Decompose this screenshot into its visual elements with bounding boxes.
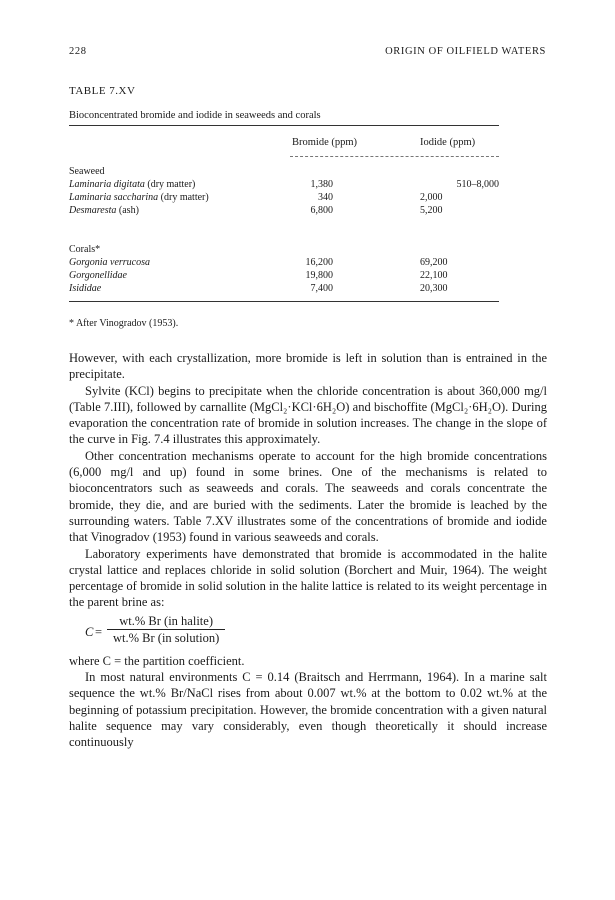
- species-note: (dry matter): [147, 179, 196, 190]
- equation-equals: =: [95, 624, 103, 639]
- table-row: [0, 192, 615, 205]
- column-header-bromide: Bromide (ppm): [292, 137, 358, 148]
- species-cell: [69, 283, 101, 294]
- group-label-seaweed: Seaweed: [69, 166, 105, 177]
- table-title: Bioconcentrated bromide and iodide in seaweeds and corals: [69, 110, 321, 121]
- table-row: [0, 257, 615, 270]
- table-bottom-rule: [69, 301, 499, 302]
- page-number: 228: [69, 46, 87, 57]
- iodide-cell: 510–8,000: [456, 179, 499, 190]
- species-cell: [69, 270, 127, 281]
- paragraph: Other concentration mechanisms operate to account for the high bromide concentrations (6,000 mg/l and up) found in some brines. One of the mechanisms is related to bioconcentrators such as seaweeds and corals. The seaweeds and corals concentrate the bromide, they die, and are buried with the sediments. Later the bromide is leached by the surrounding waters. Table 7.XV illustrates some of the concentrations of bromide and iodide that Vinogradov (1953) found in various seaweeds and corals.: [69, 448, 547, 545]
- equation-denominator: wt.% Br (in solution): [113, 630, 220, 645]
- bromide-cell: 16,200: [305, 257, 333, 268]
- bromide-cell: 7,400: [310, 283, 333, 294]
- species-name: Desmaresta: [69, 205, 117, 216]
- table-row: [0, 179, 615, 192]
- paragraph: where C = the partition coefficient.: [69, 653, 245, 668]
- iodide-cell: 20,300: [420, 283, 448, 294]
- bromide-cell: 1,380: [310, 179, 333, 190]
- partition-equation: [69, 613, 547, 651]
- species-name: Laminaria saccharina: [69, 192, 159, 203]
- species-cell: [69, 257, 150, 268]
- iodide-cell: 69,200: [420, 257, 448, 268]
- species-name: Isididae: [69, 283, 102, 294]
- iodide-cell: 2,000: [420, 192, 443, 203]
- equation-fraction: [107, 613, 225, 646]
- table-row: [0, 205, 615, 218]
- paragraph: However, with each crystallization, more bromide is left in solution than is entrained in the precipitate.: [69, 351, 547, 382]
- table-label: TABLE 7.XV: [69, 85, 136, 97]
- species-note: (dry matter): [160, 192, 209, 203]
- header-rule: [290, 156, 499, 157]
- running-title: ORIGIN OF OILFIELD WATERS: [385, 46, 546, 57]
- species-name: Gorgonellidae: [69, 270, 127, 281]
- iodide-cell: 5,200: [420, 205, 443, 216]
- paragraph: In most natural environments C = 0.14 (Braitsch and Herrmann, 1964). In a marine salt sequence the wt.% Br/NaCl rises from about 0.007 wt.% at the bottom to 0.02 wt.% at the beginning of potassium precipitation. However, the bromide concentration with a given natural halite sequence may vary considerably, even though theoretically it should increase continuously: [69, 670, 547, 750]
- paragraph: Sylvite (KCl) begins to precipitate when the chloride concentration is about 360,000 mg/l (Table 7.III), followed by carnallite (MgCl₂·KCl·6H₂O) and bischoffite (MgCl₂·6H₂O). During evaporation the concentration rate of bromide in solution increases. The change in the slope of the curve in Fig. 7.4 illustrates this approximately.: [69, 383, 547, 447]
- species-cell: [69, 205, 139, 216]
- species-name: Gorgonia verrucosa: [69, 257, 151, 268]
- table-row: [0, 283, 615, 296]
- species-note: (ash): [118, 205, 139, 216]
- column-header-iodide: Iodide (ppm): [420, 137, 476, 148]
- bromide-cell: 6,800: [310, 205, 333, 216]
- table-top-rule: [69, 125, 499, 126]
- table-row: [0, 270, 615, 283]
- species-cell: [69, 192, 209, 203]
- paragraph: Laboratory experiments have demonstrated that bromide is accommodated in the halite crystal lattice and replaces chloride in solid solution (Borchert and Muir, 1964). The weight percentage of bromide in solid solution in the halite lattice is related to its weight percentage in the parent brine as:: [69, 546, 547, 610]
- bromide-cell: 340: [318, 192, 333, 203]
- equation-lhs: C: [85, 624, 94, 639]
- table-footnote: * After Vinogradov (1953).: [69, 318, 179, 329]
- body-text: [69, 350, 547, 751]
- species-name: Laminaria digitata: [69, 179, 145, 190]
- iodide-cell: 22,100: [420, 270, 448, 281]
- bromide-cell: 19,800: [305, 270, 333, 281]
- equation-numerator: wt.% Br (in halite): [107, 613, 225, 630]
- group-label-corals: Corals*: [69, 244, 101, 255]
